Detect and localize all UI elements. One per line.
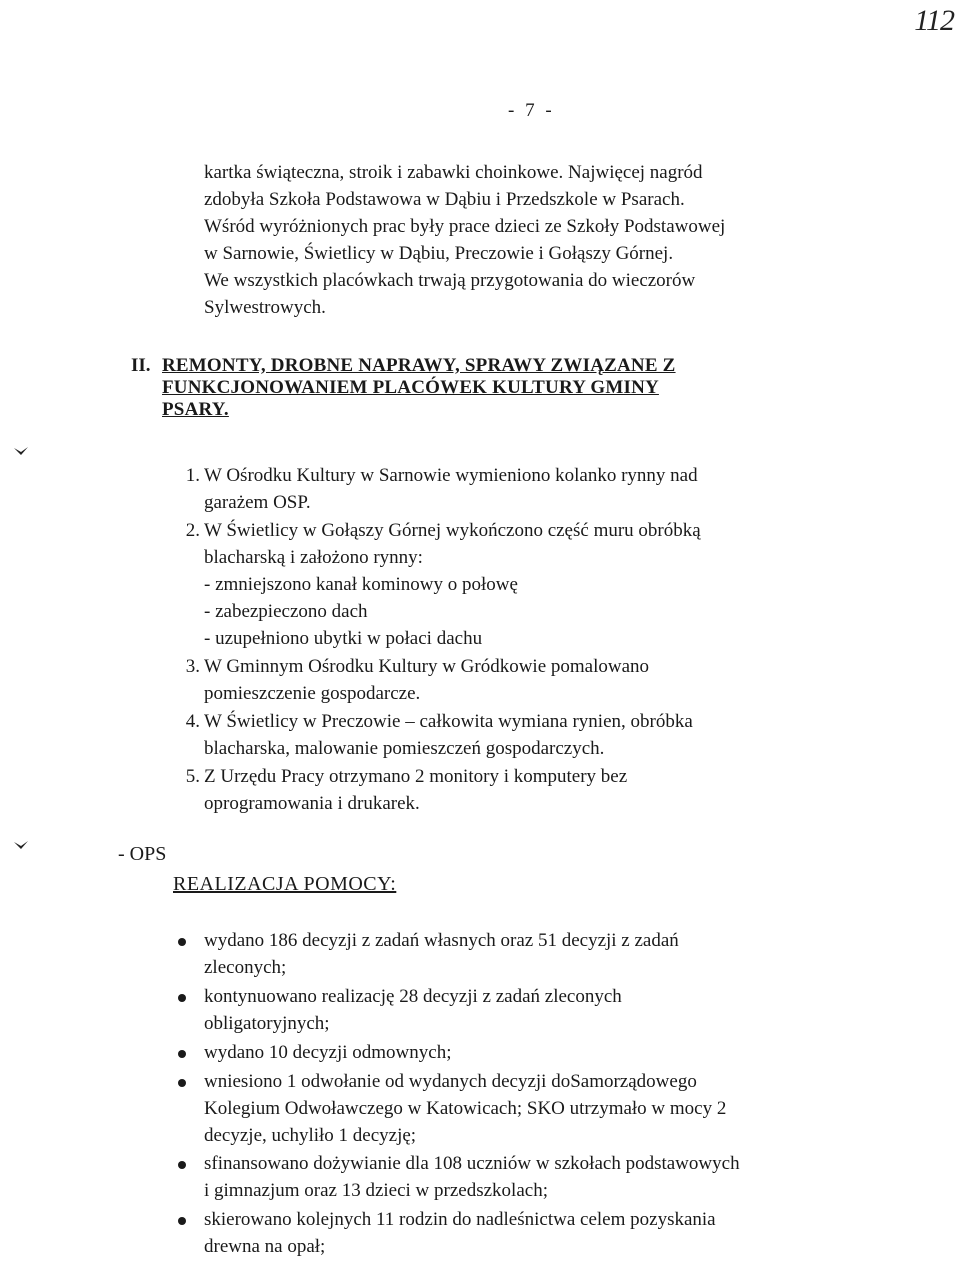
margin-mark-icon: [14, 446, 28, 456]
item-line: garażem OSP.: [204, 492, 311, 513]
item-line: W Gminnym Ośrodku Kultury w Gródkowie pomalowano: [204, 656, 650, 677]
bullet-line: zleconych;: [204, 957, 287, 978]
item-line: W Świetlicy w Preczowie – całkowita wymiana rynien, obróbka: [204, 711, 693, 732]
item-line: - uzupełniono ubytki w połaci dachu: [204, 628, 483, 649]
bullet-line: decyzje, uchyliło 1 decyzję;: [204, 1125, 417, 1146]
item-line: - zmniejszono kanał kominowy o połowę: [204, 574, 518, 595]
intro-line: Wśród wyróżnionych prac były prace dzieci ze Szkoły Podstawowej: [204, 216, 726, 237]
bullet-line: kontynuowano realizację 28 decyzji z zadań zleconych: [204, 986, 622, 1007]
bullet-line: wydano 186 decyzji z zadań własnych oraz 51 decyzji z zadań: [204, 930, 679, 951]
intro-line: w Sarnowie, Świetlicy w Dąbiu, Preczowie i Gołąszy Górnej.: [204, 243, 674, 264]
item-line: W Świetlicy w Gołąszy Górnej wykończono część muru obróbką: [204, 520, 701, 541]
item-number: 1.: [185, 465, 200, 486]
item-line: oprogramowania i drukarek.: [204, 793, 420, 814]
bullet-icon: [178, 1079, 186, 1087]
section-number: II.: [131, 355, 151, 376]
bullet-line: skierowano kolejnych 11 rodzin do nadleśnictwa celem pozyskania: [204, 1209, 716, 1230]
item-number: 4.: [185, 711, 200, 732]
item-line: blacharska, malowanie pomieszczeń gospodarczych.: [204, 738, 605, 759]
ops-label: - OPS: [118, 843, 167, 865]
item-number: 3.: [185, 656, 200, 677]
intro-line: Sylwestrowych.: [204, 297, 326, 318]
margin-mark-icon: [14, 840, 28, 850]
bullet-line: wydano 10 decyzji odmownych;: [204, 1042, 452, 1063]
bullet-line: sfinansowano dożywianie dla 108 uczniów w szkołach podstawowych: [204, 1153, 740, 1174]
item-number: 5.: [185, 766, 200, 787]
item-line: pomieszczenie gospodarcze.: [204, 683, 421, 704]
bullet-line: drewna na opał;: [204, 1236, 326, 1257]
intro-line: zdobyła Szkoła Podstawowa w Dąbiu i Przedszkole w Psarach.: [204, 189, 685, 210]
bullet-icon: [178, 1161, 186, 1169]
item-line: - zabezpieczono dach: [204, 601, 368, 622]
item-number: 2.: [185, 520, 200, 541]
bullet-line: obligatoryjnych;: [204, 1013, 330, 1034]
intro-line: kartka świąteczna, stroik i zabawki choinkowe. Najwięcej nagród: [204, 162, 703, 183]
bullet-icon: [178, 994, 186, 1002]
section-heading: [162, 355, 676, 421]
corner-mark: 112: [914, 4, 954, 37]
intro-line: We wszystkich placówkach trwają przygotowania do wieczorów: [204, 270, 696, 291]
realizacja-heading: REALIZACJA POMOCY:: [173, 873, 397, 895]
section-heading-line: PSARY.: [162, 399, 229, 420]
item-line: Z Urzędu Pracy otrzymano 2 monitory i komputery bez: [204, 766, 628, 787]
section-heading-line: REMONTY, DROBNE NAPRAWY, SPRAWY ZWIĄZANE Z: [162, 355, 676, 376]
bullet-icon: [178, 1217, 186, 1225]
section-heading-line: FUNKCJONOWANIEM PLACÓWEK KULTURY GMINY: [162, 377, 659, 398]
bullet-icon: [178, 938, 186, 946]
bullet-line: i gimnazjum oraz 13 dzieci w przedszkolach;: [204, 1180, 548, 1201]
bullet-line: Kolegium Odwoławczego w Katowicach; SKO utrzymało w mocy 2: [204, 1098, 727, 1119]
item-line: blacharską i założono rynny:: [204, 547, 423, 568]
page-number: - 7 -: [508, 100, 555, 121]
bullet-icon: [178, 1050, 186, 1058]
bullet-line: wniesiono 1 odwołanie od wydanych decyzji doSamorządowego: [204, 1071, 697, 1092]
item-line: W Ośrodku Kultury w Sarnowie wymieniono kolanko rynny nad: [204, 465, 698, 486]
